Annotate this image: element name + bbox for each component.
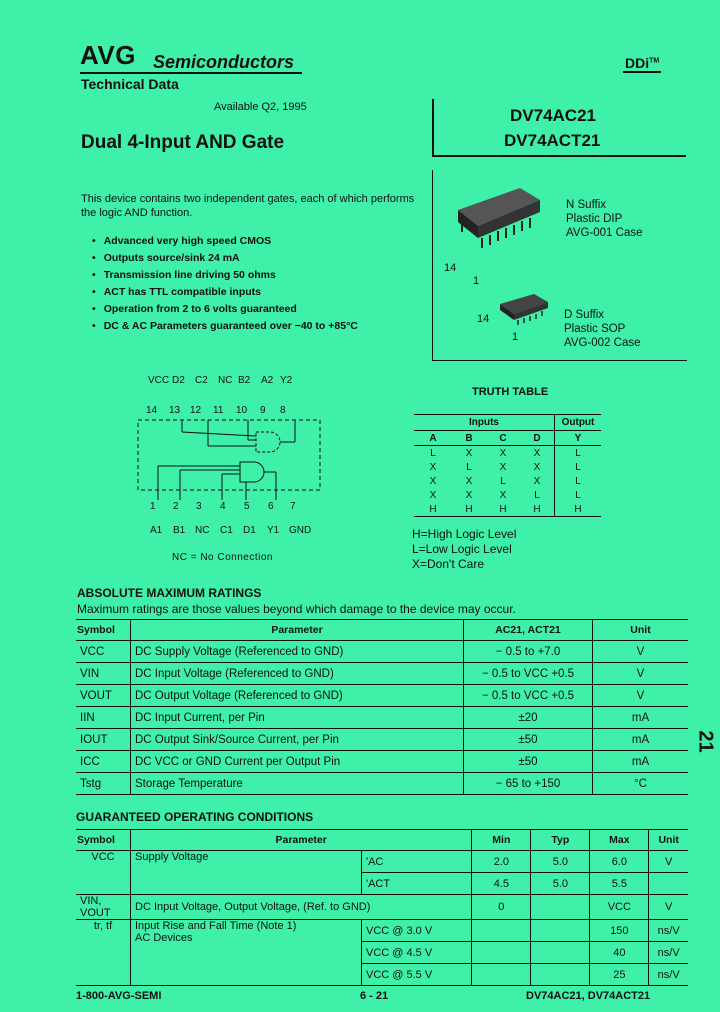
operating-table [76, 829, 688, 986]
side-page-tab: 21 [694, 730, 717, 753]
truth-cell: X [429, 489, 437, 501]
pin-label: C2 [195, 375, 208, 386]
symbol-cell: ICC [80, 755, 100, 768]
table-row [414, 488, 601, 502]
param-cell: DC Output Voltage (Referenced to GND) [131, 685, 464, 707]
table-row [414, 460, 601, 474]
package-suffix: D Suffix [564, 309, 605, 321]
abs-max-table [76, 619, 688, 795]
operating-title: GUARANTEED OPERATING CONDITIONS [76, 810, 314, 824]
part-number-1: DV74AC21 [510, 106, 596, 125]
condition-cell: VCC @ 4.5 V [362, 942, 472, 964]
max-cell: 40 [590, 942, 649, 964]
param-cell: Supply Voltage [131, 851, 362, 895]
truth-cell: H [499, 503, 507, 515]
table-row [76, 751, 688, 773]
unit-cell [649, 873, 688, 895]
typ-cell: 5.0 [531, 851, 590, 873]
typ-cell [531, 895, 590, 920]
package-case: AVG-002 Case [564, 337, 641, 349]
pin-number: 9 [260, 405, 266, 416]
package-case: AVG-001 Case [566, 227, 643, 239]
package-type: Plastic DIP [566, 213, 623, 225]
param-cell: DC Input Voltage, Output Voltage, (Ref. to GND) [131, 895, 472, 920]
value-cell: − 0.5 to VCC +0.5 [464, 663, 593, 685]
unit-cell: mA [593, 707, 689, 729]
col-header: Parameter [131, 830, 472, 851]
value-cell: ±20 [464, 707, 593, 729]
max-cell: 6.0 [590, 851, 649, 873]
feature-item: • ACT has TTL compatible inputs [92, 284, 358, 301]
ac-devices-label: AC Devices [135, 932, 193, 944]
pin-label: GND [289, 525, 312, 536]
symbol-cell: Tstg [80, 777, 102, 790]
part-number-2: DV74ACT21 [504, 131, 601, 150]
table-row [414, 446, 601, 461]
col-header: Unit [649, 830, 688, 851]
truth-cell: L [555, 446, 602, 461]
unit-cell: mA [593, 729, 689, 751]
param-cell: DC Output Sink/Source Current, per Pin [131, 729, 464, 751]
pin-number: 2 [173, 501, 179, 512]
condition-cell: 'ACT [362, 873, 472, 895]
value-cell: − 65 to +150 [464, 773, 593, 795]
truth-col-header: Y [555, 431, 602, 446]
legend-item: H=High Logic Level [412, 527, 517, 541]
symbol-cell: VIN [80, 667, 100, 680]
pin-label: NC [218, 375, 233, 386]
package-n-info [566, 198, 643, 240]
truth-cell: L [466, 461, 472, 473]
pin-number: 1 [150, 501, 156, 512]
ddi-logo: DDi™ [625, 55, 660, 71]
legend-item: L=Low Logic Level [412, 542, 512, 556]
pin-label: B2 [238, 375, 251, 386]
unit-cell: V [593, 685, 689, 707]
condition-cell: VCC @ 5.5 V [362, 964, 472, 986]
feature-item: • Transmission line driving 50 ohms [92, 267, 358, 284]
truth-cell: L [500, 475, 506, 487]
unit-cell: °C [593, 773, 689, 795]
unit-cell: V [649, 895, 688, 920]
pin-number: 13 [169, 405, 181, 416]
truth-cell: X [429, 461, 437, 473]
feature-list [92, 233, 358, 335]
unit-cell: ns/V [649, 942, 688, 964]
typ-cell: 5.0 [531, 873, 590, 895]
truth-col-header: C [499, 432, 507, 444]
table-row [414, 502, 601, 517]
truth-cell: H [555, 502, 602, 517]
pin-label: NC [195, 525, 210, 536]
feature-item: • Operation from 2 to 6 volts guaranteed [92, 301, 358, 318]
truth-cell: X [533, 447, 541, 459]
min-cell: 2.0 [472, 851, 531, 873]
unit-cell: V [649, 851, 688, 873]
truth-cell: L [534, 489, 540, 501]
pin-number: 3 [196, 501, 202, 512]
col-header: AC21, ACT21 [464, 620, 593, 641]
pin-number: 5 [244, 501, 250, 512]
truth-cell: L [555, 460, 602, 474]
pinout-bottom-numbers [150, 501, 304, 512]
truth-cell: L [555, 488, 602, 502]
sop-package-illustration [494, 290, 554, 330]
table-row [414, 474, 601, 488]
page-title: Dual 4-Input AND Gate [81, 132, 285, 153]
pin-number: 6 [268, 501, 274, 512]
min-cell: 4.5 [472, 873, 531, 895]
truth-cell: H [533, 503, 541, 515]
param-cell: DC Input Voltage (Referenced to GND) [131, 663, 464, 685]
param-cell [131, 920, 362, 986]
pinout-bottom-labels [150, 525, 317, 536]
col-header: Max [590, 830, 649, 851]
value-cell: − 0.5 to VCC +0.5 [464, 685, 593, 707]
nc-note: NC = No Connection [172, 552, 273, 563]
symbol-cell: VOUT [80, 689, 112, 702]
pin-number: 14 [146, 405, 158, 416]
symbol-cell: IOUT [80, 733, 108, 746]
abs-max-title: ABSOLUTE MAXIMUM RATINGS [77, 586, 262, 600]
brand-suffix: Semiconductors [153, 52, 295, 72]
truth-cell: X [429, 475, 437, 487]
truth-cell: X [533, 475, 541, 487]
param-cell: Storage Temperature [131, 773, 464, 795]
max-cell: VCC [590, 895, 649, 920]
table-row [76, 773, 688, 795]
sop-pin1: 1 [512, 331, 519, 343]
pinout-top-labels [148, 375, 300, 386]
abs-max-subtitle: Maximum ratings are those values beyond which damage to the device may occur. [77, 602, 516, 616]
header-rule [80, 72, 302, 74]
truth-cell: X [533, 461, 541, 473]
package-suffix: N Suffix [566, 199, 607, 211]
condition-cell: VCC @ 3.0 V [362, 920, 472, 942]
truth-cell: X [465, 447, 473, 459]
col-header: Symbol [77, 834, 115, 846]
truth-cell: X [499, 489, 507, 501]
pin-label: D1 [243, 525, 256, 536]
pin-label: C1 [220, 525, 233, 536]
table-row [76, 729, 688, 751]
pin-number: 8 [280, 405, 286, 416]
col-header: Symbol [77, 624, 115, 636]
footer-page-number: 6 - 21 [360, 990, 389, 1002]
dip-pin14: 14 [444, 262, 457, 274]
pin-number: 11 [213, 405, 224, 416]
pin-label: B1 [173, 525, 186, 536]
condition-cell: 'AC [362, 851, 472, 873]
truth-table-title: TRUTH TABLE [472, 386, 549, 398]
unit-cell: ns/V [649, 964, 688, 986]
brand-name: AVG [80, 40, 136, 70]
param-cell: DC Input Current, per Pin [131, 707, 464, 729]
symbol-cell: VIN, VOUT [80, 895, 111, 919]
package-d-info [564, 308, 641, 350]
value-cell: − 0.5 to +7.0 [464, 641, 593, 663]
table-row [76, 641, 688, 663]
max-cell: 25 [590, 964, 649, 986]
truth-inputs-header: Inputs [469, 417, 499, 428]
truth-col-header: B [465, 432, 473, 444]
symbol-cell: tr, tf [93, 920, 113, 932]
symbol-cell: VCC [76, 851, 131, 895]
truth-cell: H [465, 503, 473, 515]
pin-label: VCC [148, 375, 170, 386]
pin-label: Y1 [267, 525, 280, 536]
param-cell: DC VCC or GND Current per Output Pin [131, 751, 464, 773]
max-cell: 150 [590, 920, 649, 942]
col-header: Min [472, 830, 531, 851]
pin-label: D2 [172, 375, 185, 386]
dip-pin1: 1 [473, 275, 480, 287]
pin-number: 12 [190, 405, 202, 416]
table-row [76, 895, 688, 920]
pin-label: A2 [261, 375, 274, 386]
value-cell: ±50 [464, 751, 593, 773]
dip-package-illustration [440, 180, 550, 290]
footer-part-numbers: DV74AC21, DV74ACT21 [526, 990, 651, 1002]
package-type: Plastic SOP [564, 323, 626, 335]
pin-number: 7 [290, 501, 296, 512]
truth-cell: X [499, 461, 507, 473]
pin-label: A1 [150, 525, 163, 536]
table-row [76, 685, 688, 707]
technical-data-label: Technical Data [81, 76, 179, 92]
symbol-cell: VCC [80, 645, 105, 658]
truth-cell: X [465, 475, 473, 487]
truth-cell: X [465, 489, 473, 501]
footer-phone: 1-800-AVG-SEMI [76, 990, 162, 1002]
sop-pin14: 14 [477, 313, 490, 325]
feature-item: • DC & AC Parameters guaranteed over −40 to +85°C [92, 318, 358, 335]
col-header: Unit [593, 620, 689, 641]
truth-legend [412, 527, 516, 572]
truth-cell: H [429, 503, 437, 515]
truth-table [414, 414, 601, 517]
device-description: This device contains two independent gates, each of which performs the logic AND function. [81, 193, 415, 219]
max-cell: 5.5 [590, 873, 649, 895]
table-row [76, 851, 688, 873]
unit-cell: mA [593, 751, 689, 773]
truth-output-header: Output [555, 415, 602, 431]
truth-cell: L [430, 447, 436, 459]
truth-cell: L [555, 474, 602, 488]
truth-cell: X [499, 447, 507, 459]
truth-col-header: D [533, 432, 541, 444]
feature-item: • Advanced very high speed CMOS [92, 233, 358, 250]
param-cell: DC Supply Voltage (Referenced to GND) [131, 641, 464, 663]
logo-tm: TM [649, 57, 660, 65]
unit-cell: V [593, 663, 689, 685]
min-cell: 0 [472, 895, 531, 920]
col-header: Typ [531, 830, 590, 851]
legend-item: X=Don't Care [412, 557, 484, 571]
table-row [76, 920, 688, 942]
value-cell: ±50 [464, 729, 593, 751]
unit-cell: ns/V [649, 920, 688, 942]
pin-number: 4 [220, 501, 226, 512]
symbol-cell: IIN [80, 711, 95, 724]
col-header: Parameter [131, 620, 464, 641]
feature-item: • Outputs source/sink 24 mA [92, 250, 358, 267]
rise-fall-label: Input Rise and Fall Time (Note 1) [135, 920, 297, 932]
availability-note: Available Q2, 1995 [214, 101, 307, 113]
pin-label: Y2 [280, 375, 293, 386]
unit-cell: V [593, 641, 689, 663]
pin-number: 10 [236, 405, 248, 416]
table-row [76, 707, 688, 729]
truth-col-header: A [429, 432, 437, 444]
table-row [76, 663, 688, 685]
